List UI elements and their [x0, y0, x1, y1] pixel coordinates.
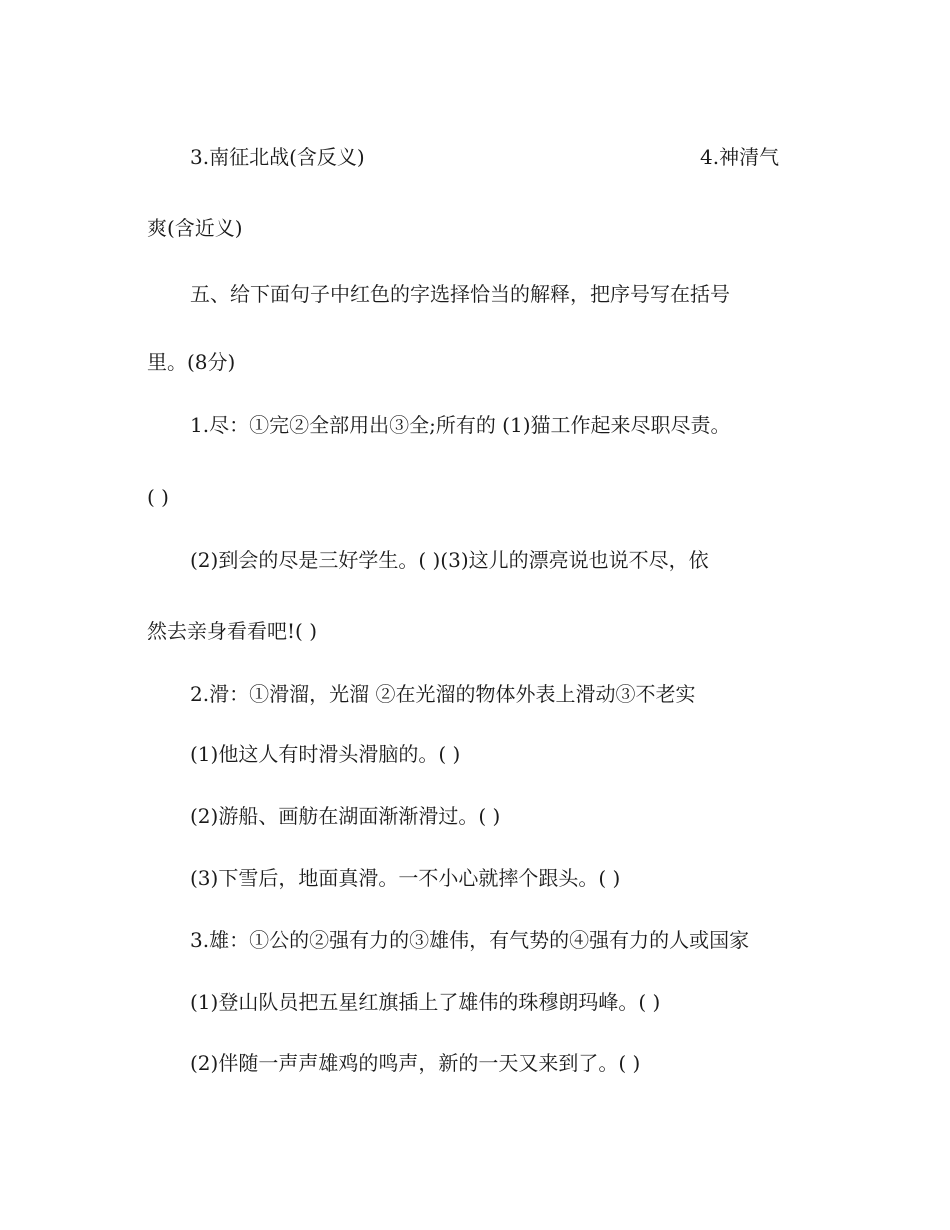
question-1-definitions: 1.尽：①完②全部用出③全;所有的 (1)猫工作起来尽职尽责。	[190, 413, 731, 437]
question-2-definitions: 2.滑：①滑溜，光溜 ②在光溜的物体外表上滑动③不老实	[190, 682, 696, 706]
line-idiom-4-start: 4.神清气	[700, 145, 780, 169]
question-1-items-2-3: (2)到会的尽是三好学生。( )(3)这儿的漂亮说也说不尽，依	[190, 548, 709, 572]
question-2-item-2: (2)游船、画舫在湖面渐渐滑过。( )	[190, 804, 501, 828]
question-2-item-1: (1)他这人有时滑头滑脑的。( )	[190, 742, 461, 766]
question-2-item-3: (3)下雪后，地面真滑。一不小心就摔个跟头。( )	[190, 866, 621, 890]
section-five-heading-cont: 里。(8分)	[147, 350, 236, 374]
question-1-item-3-cont: 然去亲身看看吧!( )	[147, 619, 317, 643]
question-1-blank-1: ( )	[147, 485, 169, 509]
section-five-heading: 五、给下面句子中红色的字选择恰当的解释，把序号写在括号	[190, 282, 730, 306]
question-3-item-1: (1)登山队员把五星红旗插上了雄伟的珠穆朗玛峰。( )	[190, 990, 661, 1014]
line-idiom-4-end: 爽(含近义)	[147, 216, 243, 240]
question-3-definitions: 3.雄：①公的②强有力的③雄伟，有气势的④强有力的人或国家	[190, 928, 750, 952]
question-3-item-2: (2)伴随一声声雄鸡的鸣声，新的一天又来到了。( )	[190, 1051, 641, 1075]
line-idiom-3: 3.南征北战(含反义)	[190, 145, 365, 169]
